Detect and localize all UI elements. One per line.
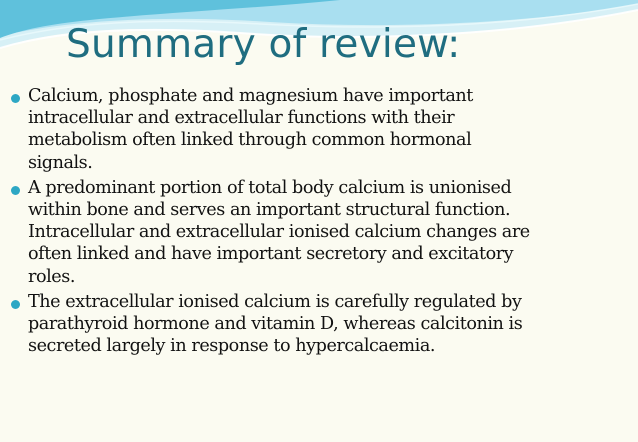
bullet-icon <box>11 94 20 103</box>
bullet-line: intracellular and extracellular functions with their <box>28 108 455 129</box>
slide-title: Summary of review: <box>66 22 461 67</box>
bullet-line: Calcium, phosphate and magnesium have important <box>28 86 473 106</box>
bullet-line: often linked and have important secretory and excitatory <box>28 244 514 265</box>
bullet-line: secreted largely in response to hypercalcaemia. <box>28 336 436 357</box>
bullet-line: Intracellular and extracellular ionised calcium changes are <box>28 222 530 243</box>
bullet-icon <box>11 186 20 195</box>
bullet-item <box>10 177 630 288</box>
bullet-line: signals. <box>28 152 93 173</box>
bullet-line: within bone and serves an important structural function. <box>28 200 511 221</box>
bullet-list <box>10 85 630 360</box>
bullet-item <box>10 85 630 174</box>
bullet-item <box>10 291 630 358</box>
bullet-line: metabolism often linked through common hormonal <box>28 130 472 151</box>
bullet-line: A predominant portion of total body calcium is unionised <box>28 177 512 198</box>
bullet-icon <box>11 300 20 309</box>
bullet-line: roles. <box>28 266 75 287</box>
bullet-line: parathyroid hormone and vitamin D, whereas calcitonin is <box>28 314 523 335</box>
bullet-line: The extracellular ionised calcium is carefully regulated by <box>28 291 522 312</box>
